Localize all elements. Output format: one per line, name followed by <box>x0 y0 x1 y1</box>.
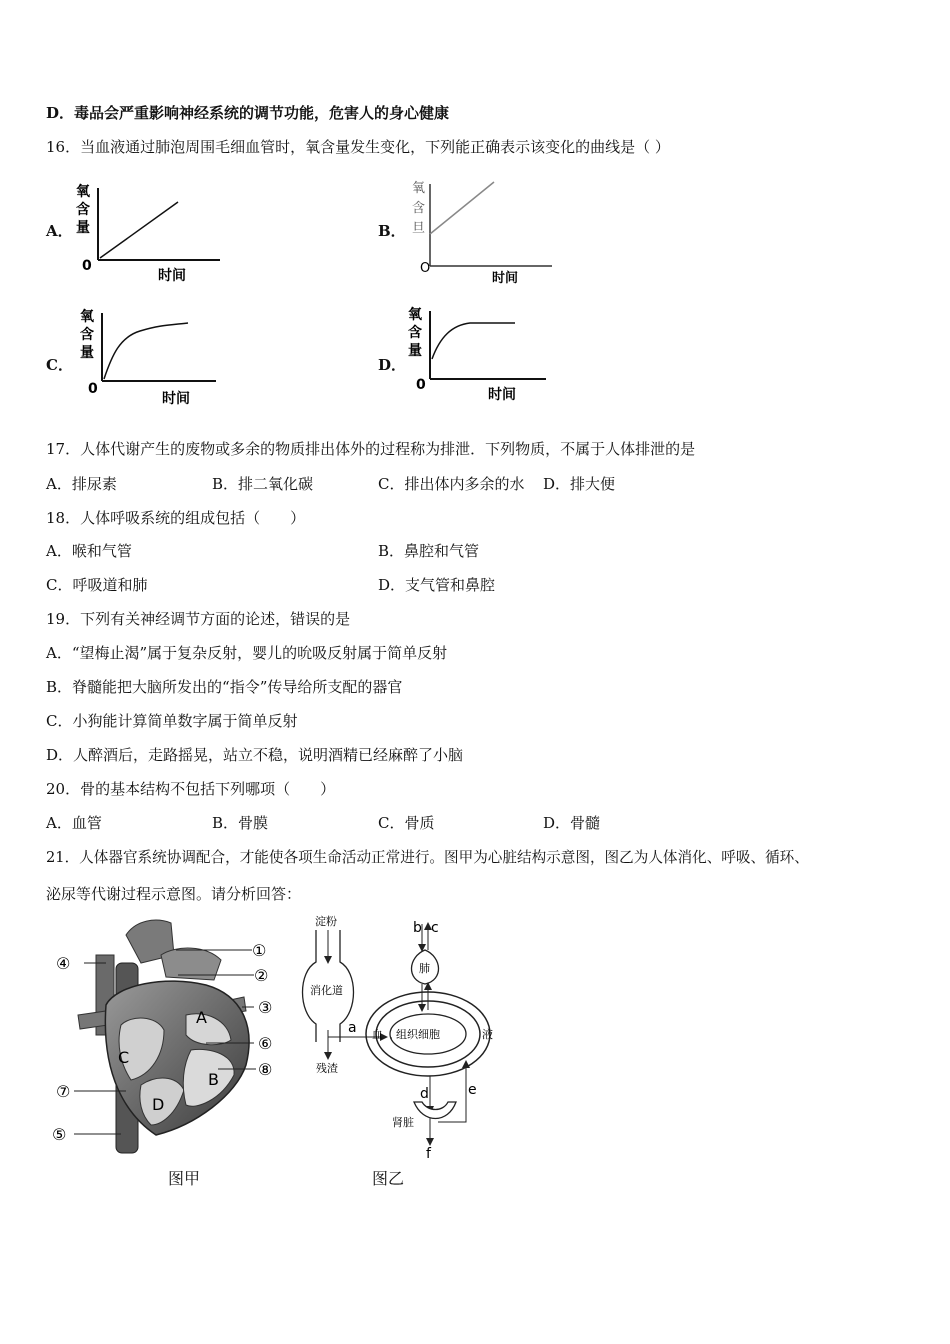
label-e: e <box>468 1082 477 1098</box>
q20-option-b: B．骨膜 <box>212 814 269 832</box>
q19-option-b: B．脊髓能把大脑所发出的“指令”传导给所支配的器官 <box>46 678 403 696</box>
graph-b-origin: O <box>420 261 431 276</box>
graph-b-xlabel: 时间 <box>492 271 519 286</box>
graph-c-curve <box>104 323 188 379</box>
question-17: 17．人体代谢产生的废物或多余的物质排出体外的过程称为排泄．下列物质，不属于人体排泄的是 <box>46 440 696 458</box>
q18-option-c: C．呼吸道和肺 <box>46 576 148 594</box>
graph-a-curve <box>100 202 178 258</box>
graph-d-curve <box>432 323 515 359</box>
graph-c-origin: 0 <box>88 381 98 397</box>
q18-option-a: A．喉和气管 <box>46 542 132 560</box>
q17-option-b: B．排二氧化碳 <box>212 475 314 493</box>
label-residue: 残渣 <box>316 1062 338 1075</box>
graph-c-ylabel-3: 量 <box>80 345 94 361</box>
heart-label-8: ⑧ <box>258 1060 273 1079</box>
label-b: b <box>413 920 422 936</box>
graph-a-xlabel: 时间 <box>158 268 186 284</box>
q18-option-b: B．鼻腔和气管 <box>378 542 480 560</box>
heart-label-5: ⑤ <box>52 1125 67 1144</box>
label-starch: 淀粉 <box>315 915 337 928</box>
q17-option-a: A．排尿素 <box>46 475 117 493</box>
graph-d-xlabel: 时间 <box>488 387 516 403</box>
label-c: c <box>431 920 439 936</box>
q16-option-a-label: A． <box>46 222 73 240</box>
question-19: 19．下列有关神经调节方面的论述，错误的是 <box>46 610 351 628</box>
graph-d-ylabel-1: 氧 <box>408 307 422 323</box>
label-tissue-cells: 组织细胞 <box>396 1028 440 1041</box>
figure-caption-metabolism: 图乙 <box>372 1169 405 1188</box>
question-16: 16．当血液通过肺泡周围毛细血管时，氧含量发生变化，下列能正确表示该变化的曲线是（ ） <box>46 138 670 156</box>
graph-c-ylabel-2: 含 <box>80 327 94 343</box>
label-f: f <box>426 1146 431 1162</box>
graph-c <box>70 305 230 410</box>
q18-option-d: D．支气管和鼻腔 <box>378 576 496 594</box>
heart-label-6: ⑥ <box>258 1034 273 1053</box>
q20-option-c: C．骨质 <box>378 814 435 832</box>
q20-option-a: A．血管 <box>46 814 102 832</box>
question-20: 20．骨的基本结构不包括下列哪项（ ） <box>46 780 336 798</box>
graph-d-origin: 0 <box>416 377 426 393</box>
graph-b-ylabel-2: 含 <box>412 201 426 216</box>
q16-option-c-label: C． <box>46 356 73 374</box>
q19-option-c: C．小狗能计算简单数字属于简单反射 <box>46 712 298 730</box>
graph-b-curve <box>430 182 494 234</box>
question-18: 18．人体呼吸系统的组成包括（ ） <box>46 509 306 527</box>
graph-b <box>400 176 560 291</box>
q16-option-b-label: B． <box>378 222 406 240</box>
graph-c-xlabel: 时间 <box>162 391 190 407</box>
figure-caption-heart: 图甲 <box>168 1169 201 1188</box>
heart-chamber-d: D <box>152 1095 165 1114</box>
metabolism-diagram <box>298 912 518 1162</box>
graph-b-ylabel-3: 旦 <box>412 221 426 236</box>
heart-label-4: ④ <box>56 954 71 973</box>
heart-chamber-c: C <box>118 1048 130 1067</box>
q15-option-d: D．毒品会严重影响神经系统的调节功能，危害人的身心健康 <box>46 104 450 122</box>
graph-a-ylabel-3: 量 <box>76 220 90 236</box>
label-d: d <box>420 1086 429 1102</box>
q19-option-a: A．“望梅止渴”属于复杂反射，婴儿的吮吸反射属于简单反射 <box>46 644 448 662</box>
label-digestive-tract: 消化道 <box>310 984 343 997</box>
question-21-line-2: 泌尿等代谢过程示意图。请分析回答： <box>46 885 302 903</box>
question-21-line-1: 21．人体器官系统协调配合，才能使各项生命活动正常进行。图甲为心脏结构示意图，图乙为人体消化、呼吸、循环、 <box>46 849 809 866</box>
graph-d-ylabel-3: 量 <box>408 343 422 359</box>
q20-option-d: D．骨髓 <box>543 814 601 832</box>
label-a: a <box>348 1020 357 1036</box>
heart-chamber-b: B <box>208 1070 219 1089</box>
heart-label-1: ① <box>252 941 267 960</box>
graph-a-ylabel-1: 氧 <box>76 184 90 200</box>
graph-b-ylabel-1: 氧 <box>412 181 426 196</box>
label-fluid: 液 <box>482 1028 493 1041</box>
graph-a-origin: 0 <box>82 258 92 274</box>
q17-option-d: D．排大便 <box>543 475 616 493</box>
graph-a-ylabel-2: 含 <box>76 202 90 218</box>
graph-a <box>70 178 230 288</box>
graph-c-ylabel-1: 氧 <box>80 309 94 325</box>
graph-d-ylabel-2: 含 <box>408 325 422 341</box>
graph-d <box>400 303 560 408</box>
heart-label-7: ⑦ <box>56 1082 71 1101</box>
heart-chamber-a: A <box>196 1008 207 1027</box>
q17-option-c: C．排出体内多余的水 <box>378 475 525 493</box>
label-lung: 肺 <box>419 962 430 975</box>
q16-option-d-label: D． <box>378 356 407 374</box>
label-blood: 血 <box>372 1028 383 1041</box>
label-kidney: 肾脏 <box>392 1116 414 1129</box>
heart-label-3: ③ <box>258 998 273 1017</box>
q19-option-d: D．人醉酒后，走路摇晃，站立不稳，说明酒精已经麻醉了小脑 <box>46 746 464 764</box>
heart-label-2: ② <box>254 966 269 985</box>
heart-diagram <box>46 915 296 1155</box>
